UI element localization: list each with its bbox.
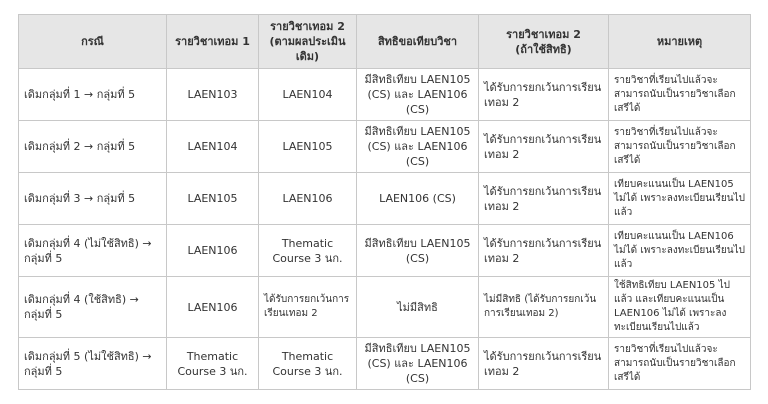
- cell-transfer-right: LAEN106 (CS): [357, 173, 479, 225]
- cell-term2-if-used: ไม่มีสิทธิ (ได้รับการยกเว้นการเรียนเทอม 2): [479, 277, 609, 338]
- cell-term1: LAEN104: [167, 121, 259, 173]
- cell-transfer-right: ไม่มีสิทธิ: [357, 277, 479, 338]
- header-term2-original-sublabel: (ตามผลประเมินเดิม): [269, 35, 346, 63]
- header-transfer-right: [357, 15, 479, 69]
- cell-transfer-right: มีสิทธิเทียบ LAEN105 (CS) และ LAEN106 (CS): [357, 338, 479, 390]
- cell-term2-original: Thematic Course 3 นก.: [259, 338, 357, 390]
- table-row: [19, 69, 751, 121]
- cell-transfer-right: มีสิทธิเทียบ LAEN105 (CS) และ LAEN106 (CS): [357, 121, 479, 173]
- table-row: [19, 225, 751, 277]
- table-row: [19, 338, 751, 390]
- table-row: [19, 121, 751, 173]
- header-note-label: หมายเหตุ: [656, 35, 703, 48]
- cell-term1: Thematic Course 3 นก.: [167, 338, 259, 390]
- table-row: [19, 277, 751, 338]
- header-transfer-right-label: สิทธิขอเทียบวิชา: [377, 35, 458, 48]
- table-header-row: [19, 15, 751, 69]
- header-case-label: กรณี: [81, 35, 104, 48]
- cell-term1: LAEN106: [167, 277, 259, 338]
- header-note: [609, 15, 751, 69]
- cell-case: เดิมกลุ่มที่ 4 (ไม่ใช้สิทธิ) → กลุ่มที่ 5: [19, 225, 167, 277]
- cell-term2-if-used: ได้รับการยกเว้นการเรียนเทอม 2: [479, 121, 609, 173]
- cell-term1: LAEN106: [167, 225, 259, 277]
- cell-case: เดิมกลุ่มที่ 2 → กลุ่มที่ 5: [19, 121, 167, 173]
- cell-term2-original: LAEN106: [259, 173, 357, 225]
- cell-note: รายวิชาที่เรียนไปแล้วจะสามารถนับเป็นรายวิชาเลือกเสรีได้: [609, 338, 751, 390]
- cell-case: เดิมกลุ่มที่ 5 (ไม่ใช้สิทธิ) → กลุ่มที่ 5: [19, 338, 167, 390]
- cell-case: เดิมกลุ่มที่ 4 (ใช้สิทธิ) → กลุ่มที่ 5: [19, 277, 167, 338]
- cell-note: รายวิชาที่เรียนไปแล้วจะสามารถนับเป็นรายวิชาเลือกเสรีได้: [609, 121, 751, 173]
- cell-term1: LAEN103: [167, 69, 259, 121]
- header-term1-label: รายวิชาเทอม 1: [175, 35, 250, 48]
- cell-transfer-right: มีสิทธิเทียบ LAEN105 (CS) และ LAEN106 (CS): [357, 69, 479, 121]
- cell-note: ใช้สิทธิเทียบ LAEN105 ไปแล้ว และเทียบคะแนนเป็น LAEN106 ไม่ได้ เพราะลงทะเบียนเรียนไปแล้ว: [609, 277, 751, 338]
- header-term2-original-label: รายวิชาเทอม 2: [270, 20, 345, 33]
- cell-term2-original: LAEN104: [259, 69, 357, 121]
- header-term2-if-used-sublabel: (ถ้าใช้สิทธิ): [515, 42, 572, 56]
- cell-term2-if-used: ได้รับการยกเว้นการเรียนเทอม 2: [479, 173, 609, 225]
- cell-note: เทียบคะแนนเป็น LAEN106 ไม่ได้ เพราะลงทะเบียนเรียนไปแล้ว: [609, 225, 751, 277]
- header-case: [19, 15, 167, 69]
- cell-term2-original: LAEN105: [259, 121, 357, 173]
- cell-transfer-right: มีสิทธิเทียบ LAEN105 (CS): [357, 225, 479, 277]
- cell-case: เดิมกลุ่มที่ 1 → กลุ่มที่ 5: [19, 69, 167, 121]
- cell-note: รายวิชาที่เรียนไปแล้วจะสามารถนับเป็นรายวิชาเลือกเสรีได้: [609, 69, 751, 121]
- cell-note: เทียบคะแนนเป็น LAEN105 ไม่ได้ เพราะลงทะเบียนเรียนไปแล้ว: [609, 173, 751, 225]
- header-term1: [167, 15, 259, 69]
- cell-case: เดิมกลุ่มที่ 3 → กลุ่มที่ 5: [19, 173, 167, 225]
- cell-term1: LAEN105: [167, 173, 259, 225]
- cell-term2-original: Thematic Course 3 นก.: [259, 225, 357, 277]
- cell-term2-if-used: ได้รับการยกเว้นการเรียนเทอม 2: [479, 338, 609, 390]
- cell-term2-if-used: ได้รับการยกเว้นการเรียนเทอม 2: [479, 69, 609, 121]
- header-term2-if-used: [479, 15, 609, 69]
- table-row: [19, 173, 751, 225]
- course-transfer-table: [18, 14, 751, 390]
- cell-term2-original: ได้รับการยกเว้นการเรียนเทอม 2: [259, 277, 357, 338]
- header-term2-original: [259, 15, 357, 69]
- header-term2-if-used-label: รายวิชาเทอม 2: [506, 27, 581, 41]
- cell-term2-if-used: ได้รับการยกเว้นการเรียนเทอม 2: [479, 225, 609, 277]
